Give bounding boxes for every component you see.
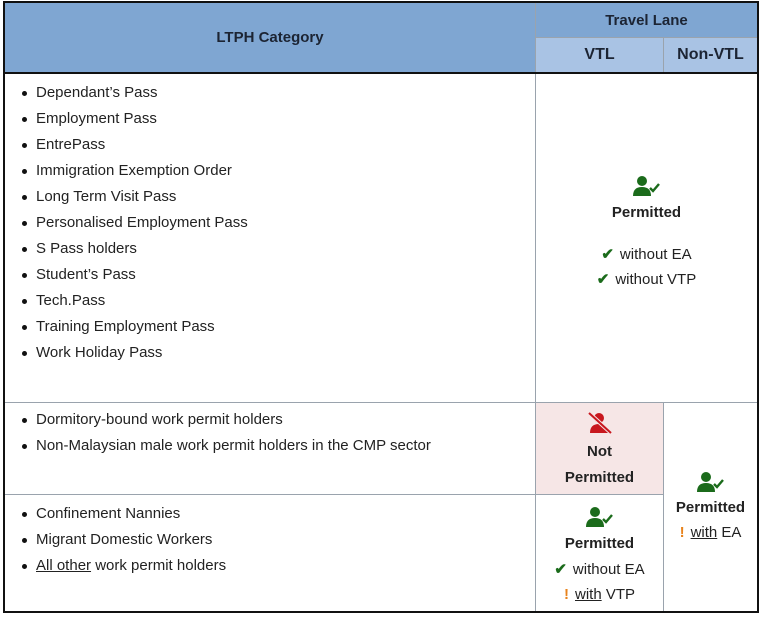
note-text: EA bbox=[717, 524, 742, 541]
list-item: Work Holiday Pass bbox=[5, 340, 535, 366]
list-item: EntrePass bbox=[5, 132, 535, 158]
list-item: Immigration Exemption Order bbox=[5, 158, 535, 184]
ltph-table bbox=[3, 1, 759, 613]
list-item bbox=[5, 553, 535, 579]
group-1-categories bbox=[5, 74, 535, 402]
group-3-vtl-status bbox=[535, 494, 663, 611]
group-2-vtl-status bbox=[535, 402, 663, 494]
header-travel-lane-label: Travel Lane bbox=[605, 11, 688, 29]
list-item-rest: work permit holders bbox=[91, 557, 227, 574]
list-item: Confinement Nannies bbox=[5, 501, 535, 527]
check-icon: ✔ bbox=[601, 246, 614, 263]
header-category-label: LTPH Category bbox=[216, 29, 324, 46]
header-travel-lane bbox=[535, 3, 757, 37]
list-item: Long Term Visit Pass bbox=[5, 184, 535, 210]
list-item: Dependant’s Pass bbox=[5, 80, 535, 106]
note-underlined: with bbox=[574, 586, 602, 603]
list-item: S Pass holders bbox=[5, 236, 535, 262]
check-icon: ✔ bbox=[596, 271, 610, 288]
status-permitted: Permitted bbox=[611, 204, 682, 221]
status-permitted: Permitted bbox=[675, 499, 746, 516]
all-other-label: All other bbox=[36, 557, 92, 574]
status-not-permitted: Permitted bbox=[564, 469, 635, 486]
status-permitted: Permitted bbox=[564, 535, 635, 552]
group-3-categories bbox=[5, 494, 535, 611]
note-text: without VTP bbox=[615, 271, 697, 288]
note-line bbox=[664, 524, 757, 541]
list-item: Personalised Employment Pass bbox=[5, 210, 535, 236]
header-non-vtl bbox=[663, 37, 757, 72]
person-check-icon bbox=[664, 471, 757, 493]
note-text: without EA bbox=[619, 246, 692, 263]
person-check-icon bbox=[536, 506, 663, 528]
group-3-list bbox=[5, 501, 535, 579]
header-non-vtl-label: Non-VTL bbox=[677, 46, 744, 63]
list-item: Training Employment Pass bbox=[5, 314, 535, 340]
list-item: Migrant Domestic Workers bbox=[5, 527, 535, 553]
check-icon: ✔ bbox=[554, 561, 567, 578]
list-item: Dormitory-bound work permit holders bbox=[5, 407, 535, 433]
person-slash-icon bbox=[536, 412, 663, 434]
group-2-categories bbox=[5, 402, 535, 494]
note-line bbox=[536, 560, 663, 578]
group-2-list bbox=[5, 407, 535, 459]
list-item: Non-Malaysian male work permit holders in the CMP sector bbox=[5, 433, 535, 459]
list-item: Tech.Pass bbox=[5, 288, 535, 314]
note-text: VTP bbox=[601, 586, 636, 603]
list-item: Employment Pass bbox=[5, 106, 535, 132]
header-vtl-label: VTL bbox=[584, 46, 615, 63]
group-1-lane-status bbox=[535, 74, 757, 402]
non-vtl-status bbox=[663, 402, 757, 611]
note-underlined: with bbox=[690, 524, 718, 541]
person-check-icon bbox=[536, 175, 757, 197]
note-line bbox=[536, 586, 663, 603]
note-line bbox=[536, 245, 757, 263]
exclamation-icon: ! bbox=[563, 586, 569, 603]
note-text: without EA bbox=[572, 561, 645, 578]
group-1-list bbox=[5, 80, 535, 366]
list-item: Student’s Pass bbox=[5, 262, 535, 288]
exclamation-icon: ! bbox=[679, 524, 685, 541]
header-vtl bbox=[535, 37, 663, 72]
note-line bbox=[536, 270, 757, 288]
header-category bbox=[5, 3, 535, 72]
status-not: Not bbox=[587, 443, 612, 460]
